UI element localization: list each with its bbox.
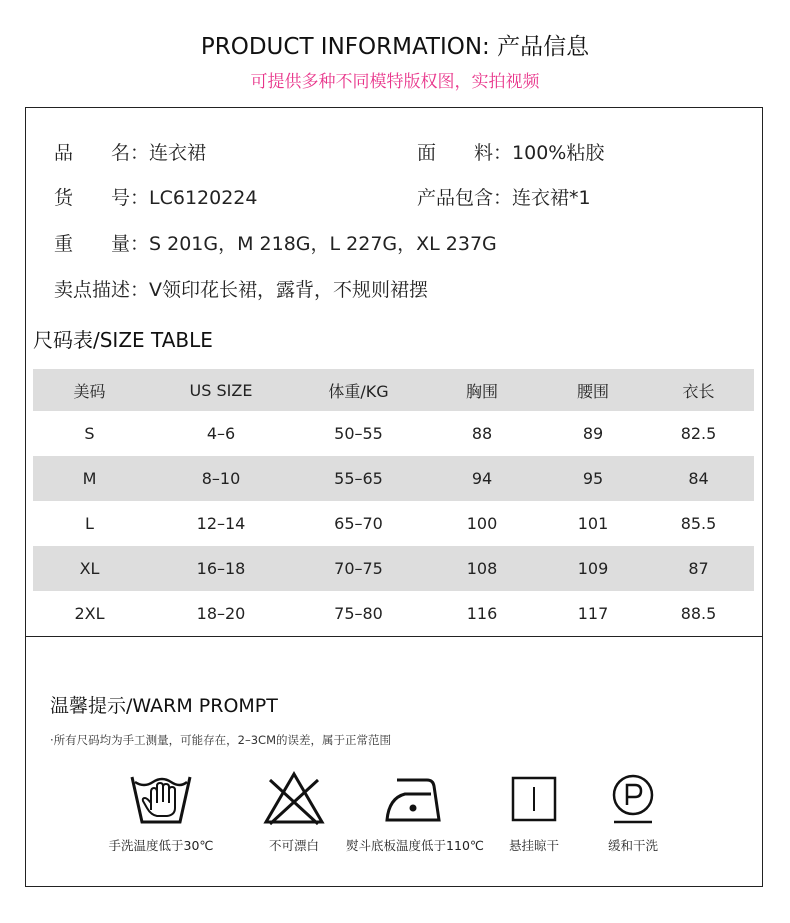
section-divider bbox=[25, 636, 763, 637]
size-table bbox=[33, 369, 754, 636]
care-item-no-bleach bbox=[224, 770, 364, 854]
hand-wash-icon bbox=[129, 770, 193, 826]
warm-prompt-title: 温馨提示/WARM PROMPT bbox=[50, 695, 278, 717]
care-item-dry-clean bbox=[563, 770, 703, 854]
table-cell: 116 bbox=[466, 604, 498, 623]
iron-low-icon bbox=[383, 770, 447, 826]
name-value: 连衣裙 bbox=[149, 142, 207, 164]
table-cell: 95 bbox=[543, 456, 643, 501]
fabric-value: 100%粘胶 bbox=[512, 142, 605, 164]
table-cell: 101 bbox=[577, 514, 609, 533]
contents-label: 产品包含： bbox=[417, 187, 513, 209]
table-cell: 18–20 bbox=[196, 604, 246, 623]
table-header-cell: 腰围 bbox=[543, 369, 643, 411]
table-cell: 117 bbox=[577, 604, 609, 623]
page-subtitle: 可提供多种不同模特版权图，实拍视频 bbox=[250, 72, 540, 92]
table-cell: 109 bbox=[543, 546, 643, 591]
name-label: 品 名： bbox=[54, 142, 150, 164]
table-cell: M bbox=[33, 456, 146, 501]
table-row bbox=[33, 546, 754, 591]
table-row bbox=[33, 456, 754, 501]
dry-clean-p-icon bbox=[601, 770, 665, 826]
table-header-cell: 胸围 bbox=[421, 369, 543, 411]
size-table-title: 尺码表/SIZE TABLE bbox=[33, 328, 213, 352]
table-cell: 75–80 bbox=[334, 604, 383, 623]
table-cell: XL bbox=[33, 546, 146, 591]
fabric-label: 面 料： bbox=[417, 142, 513, 164]
table-cell: 89 bbox=[582, 424, 604, 443]
page-title: PRODUCT INFORMATION: 产品信息 bbox=[200, 34, 590, 60]
weight-label: 重 量： bbox=[54, 233, 150, 255]
warm-prompt-note: ·所有尺码均为手工测量，可能存在，2–3CM的误差，属于正常范围 bbox=[50, 733, 391, 747]
table-cell: 4–6 bbox=[206, 424, 236, 443]
hang-dry-icon bbox=[502, 770, 566, 826]
table-cell: 2XL bbox=[74, 604, 105, 623]
table-cell: 50–55 bbox=[334, 424, 383, 443]
table-header-cell: 美码 bbox=[33, 369, 146, 411]
care-label: 缓和干洗 bbox=[607, 838, 658, 853]
info-weight bbox=[54, 229, 497, 256]
table-cell: 94 bbox=[421, 456, 543, 501]
table-cell: 100 bbox=[466, 514, 498, 533]
care-item-hand-wash bbox=[91, 770, 231, 854]
table-cell: 88.5 bbox=[680, 604, 717, 623]
table-header-cell: 体重/KG bbox=[296, 369, 421, 411]
info-name bbox=[54, 138, 206, 165]
table-cell: 82.5 bbox=[680, 424, 717, 443]
contents-value: 连衣裙*1 bbox=[512, 187, 591, 209]
table-cell: 12–14 bbox=[196, 514, 246, 533]
care-label: 熨斗底板温度低于110℃ bbox=[346, 838, 484, 853]
table-header-cell: US SIZE bbox=[146, 369, 296, 411]
table-cell: 87 bbox=[643, 546, 754, 591]
table-cell: 55–65 bbox=[296, 456, 421, 501]
table-header-row bbox=[33, 369, 754, 411]
table-cell: L bbox=[85, 514, 94, 533]
info-fabric bbox=[417, 138, 604, 165]
table-cell: 85.5 bbox=[680, 514, 717, 533]
table-cell: 108 bbox=[421, 546, 543, 591]
table-cell: 88 bbox=[471, 424, 493, 443]
item-label: 货 号： bbox=[54, 187, 150, 209]
table-cell: 65–70 bbox=[334, 514, 383, 533]
table-cell: 16–18 bbox=[146, 546, 296, 591]
care-label: 手洗温度低于30℃ bbox=[108, 838, 214, 853]
item-value: LC6120224 bbox=[149, 187, 258, 209]
table-cell: 8–10 bbox=[146, 456, 296, 501]
info-selling-points bbox=[54, 275, 428, 302]
no-bleach-icon bbox=[262, 770, 326, 826]
table-cell: 70–75 bbox=[296, 546, 421, 591]
info-contents bbox=[417, 183, 591, 210]
selling-label: 卖点描述： bbox=[54, 279, 150, 301]
care-label: 悬挂晾干 bbox=[508, 838, 559, 853]
care-label: 不可漂白 bbox=[268, 838, 319, 853]
table-row bbox=[33, 411, 754, 456]
table-cell: 84 bbox=[643, 456, 754, 501]
table-row bbox=[33, 501, 754, 546]
selling-value: V领印花长裙，露背，不规则裙摆 bbox=[149, 279, 429, 301]
table-row bbox=[33, 591, 754, 636]
table-cell: S bbox=[84, 424, 95, 443]
table-header-cell: 衣长 bbox=[643, 369, 754, 411]
info-item-number bbox=[54, 183, 258, 210]
weight-value: S 201G，M 218G，L 227G，XL 237G bbox=[149, 233, 497, 255]
